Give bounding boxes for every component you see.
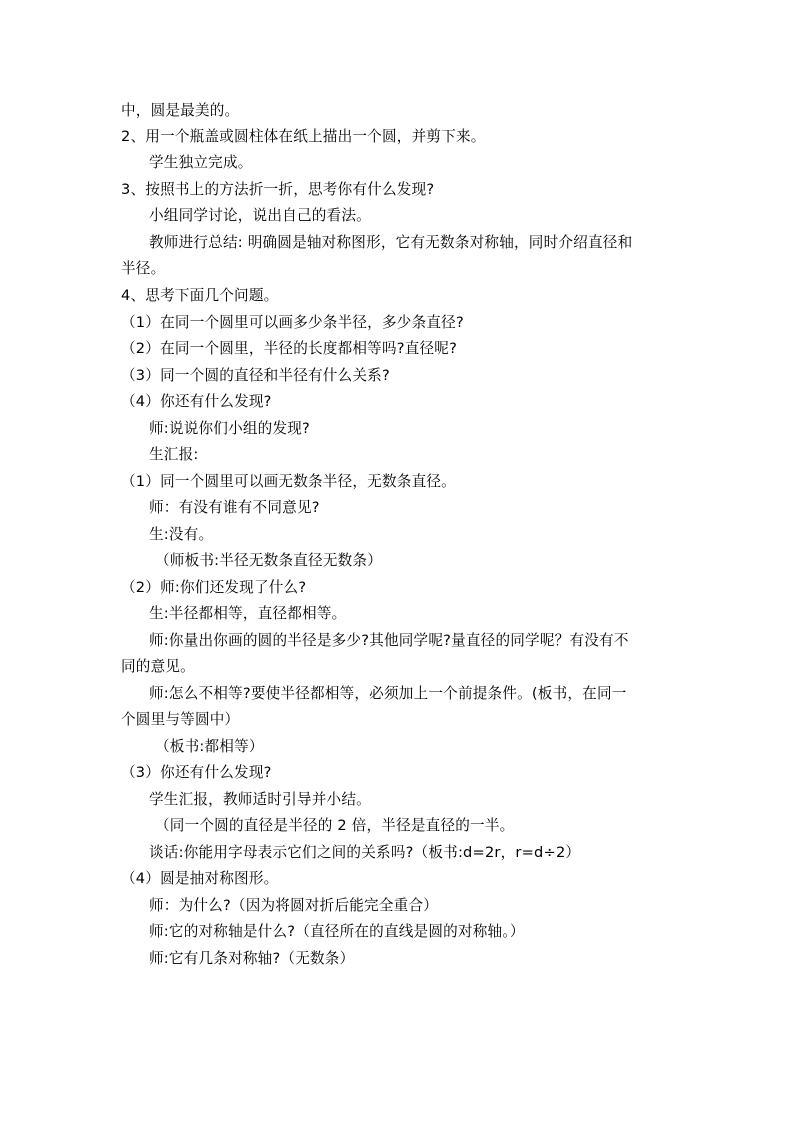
text-line-24: 个圆里与等圆中） [121,711,240,728]
text-line-30: （4）圆是抽对称图形。 [121,870,279,887]
text-line-28: （同一个圆的直径是半径的 2 倍，半径是直径的一半。 [155,817,515,834]
text-line-29: 谈话:你能用字母表示它们之间的关系吗?（板书:d=2r，r=d÷2） [149,844,581,861]
text-line-16: 师：有没有谁有不同意见? [149,499,320,516]
text-line-6: 教师进行总结: 明确圆是轴对称图形，它有无数条对称轴，同时介绍直径和 [149,234,633,251]
text-line-17: 生:没有。 [149,526,214,543]
text-line-9: （1）在同一个圆里可以画多少条半径，多少条直径? [121,314,464,331]
text-line-13: 师:说说你们小组的发现? [149,420,311,437]
text-line-22: 同的意见。 [121,658,195,675]
text-line-2: 2、用一个瓶盖或圆柱体在纸上描出一个圆，并剪下来。 [121,128,486,145]
text-line-3: 学生独立完成。 [149,154,253,171]
text-line-26: （3）你还有什么发现? [121,764,272,781]
text-line-23: 师:怎么不相等?要使半径都相等，必须加上一个前提条件。(板书，在同一 [149,685,627,702]
text-line-15: （1）同一个圆里可以画无数条半径，无数条直径。 [121,473,456,490]
text-line-25: （板书:都相等） [155,738,264,755]
text-line-4: 3、按照书上的方法折一折，思考你有什么发现? [121,181,435,198]
text-line-33: 师:它有几条对称轴?（无数条） [149,950,355,967]
text-line-14: 生汇报: [149,446,199,463]
text-line-12: （4）你还有什么发现? [121,393,272,410]
text-line-8: 4、思考下面几个问题。 [121,287,279,304]
text-line-10: （2）在同一个圆里，半径的长度都相等吗?直径呢? [121,340,458,357]
text-line-27: 学生汇报，教师适时引导并小结。 [149,791,371,808]
text-line-11: （3）同一个圆的直径和半径有什么关系? [121,367,390,384]
text-line-5: 小组同学讨论，说出自己的看法。 [149,207,371,224]
text-line-20: 生:半径都相等，直径都相等。 [149,605,347,622]
text-line-31: 师：为什么?（因为将圆对折后能完全重合） [149,897,439,914]
text-line-32: 师:它的对称轴是什么?（直径所在的直线是圆的对称轴。） [149,923,525,940]
text-line-18: （师板书:半径无数条直径无数条） [155,552,383,569]
text-line-19: （2）师:你们还发现了什么? [121,579,307,596]
text-line-1: 中，圆是最美的。 [121,102,240,119]
text-line-7: 半径。 [121,260,166,277]
text-line-21: 师:你量出你画的圆的半径是多少?其他同学呢?量直径的同学呢？有没有不 [149,632,629,649]
